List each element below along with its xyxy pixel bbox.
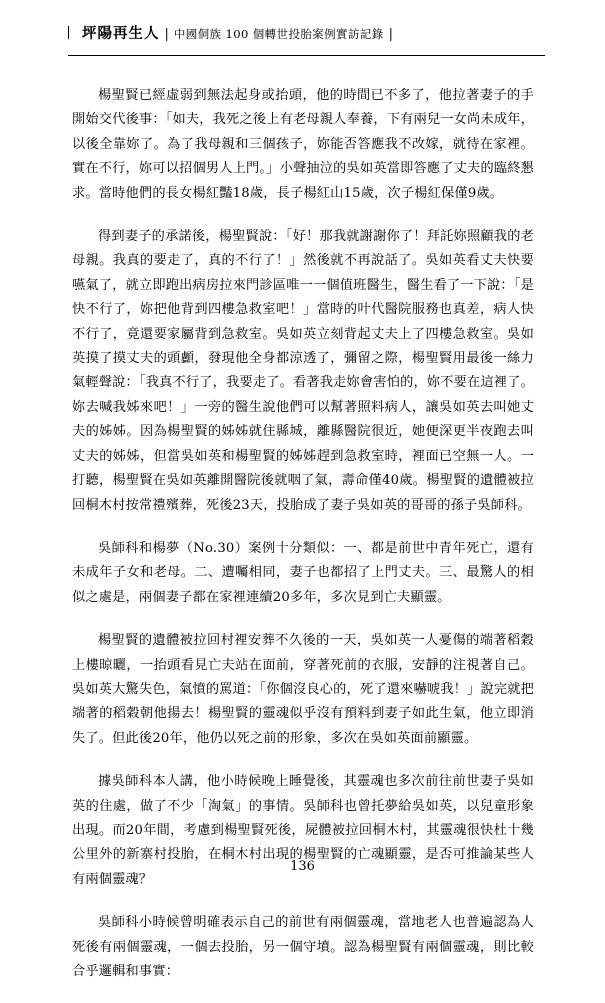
header-separator-left: |	[164, 27, 169, 42]
paragraph: 楊聖賢已經虛弱到無法起身或抬頭，他的時間已不多了，他拉著妻子的手開始交代後事：「如夫，我死之後上有老母親人奉養，下有兩兒一女尚未成年，以後全靠妳了。為了我母親和三個孩子，妳能否答應我不改嫁，就待在家裡。實在不行，妳可以招個男人上門。」小聲抽泣的吳如英當即答應了丈夫的臨終懇求。當時他們的長女楊紅豔18歲，長子楊紅山15歲，次子楊紅保僅9歲。	[72, 88, 534, 201]
page-number: 136	[290, 859, 315, 874]
paragraph: 吳師科小時候曾明確表示自己的前世有兩個靈魂，當地老人也普遍認為人死後有兩個靈魂，一個去投胎，另一個守墳。認為楊聖賢有兩個靈魂，則比較合乎邏輯和事實：	[72, 915, 534, 979]
paragraph: 得到妻子的承諾後，楊聖賢說：「好！那我就謝謝你了！拜託妳照顧我的老母親。我真的要走了，真的不行了！」然後就不再說話了。吳如英看丈夫快要嚥氣了，就立即跑出病房拉來門診區唯一一個值班醫生，醫生看了一下說：「是快不行了，妳把他背到四樓急救室吧！」當時的叶代醫院服務也真差，病人快不行了，竟還要家屬背到急救室。吳如英立刻背起丈夫上了四樓急救室。吳如英摸了摸丈夫的頭顱，發現他全身都涼透了，彌留之際，楊聖賢用最後一絲力氣輕聲說：「我真不行了，我要走了。看著我走妳會害怕的，妳不要在這裡了。妳去喊我姊來吧！」一旁的醫生說他們可以幫著照料病人，讓吳如英去叫她丈夫的姊姊。因為楊聖賢的姊姊就住縣城，離縣醫院很近，她便深更半夜跑去叫丈夫的姊姊，但當吳如英和楊聖賢的姊姊趕到急救室時，裡面已空無一人。一打聽，楊聖賢在吳如英離開醫院後就咽了氣，壽命僅40歲。楊聖賢的遺體被拉回桐木村按常禮殯葬，死後23天，投胎成了妻子吳如英的哥哥的孫子吳師科。	[72, 229, 534, 513]
header-separator-right: |	[388, 27, 394, 42]
book-title: 坪陽再生人	[82, 25, 160, 42]
page-header	[68, 22, 545, 56]
header-corner-mark	[68, 26, 78, 39]
paragraph: 吳師科和楊夢（No.30）案例十分類似：一、都是前世中青年死亡，還有未成年子女和老母。二、遭囑相同，妻子也都招了上門丈夫。三、最驚人的相似之處是，兩個妻子都在家裡連續20多年，多次見到亡夫顯靈。	[72, 540, 534, 605]
book-subtitle: 中國侗族 100 個轉世投胎案例實訪記錄	[173, 27, 384, 41]
paragraph: 據吳師科本人講，他小時候晚上睡覺後，其靈魂也多次前往前世妻子吳如英的住處，做了不少「淘氣」的事情。吳師科也曾托夢給吳如英，以兒童形象出現。而20年間，考慮到楊聖賢死後，屍體被拉回桐木村，其靈魂很快杜十幾公里外的新寨村投胎，在桐木村出現的楊聖賢的亡魂顯靈，是否可推論某些人有兩個靈魂？	[72, 774, 534, 887]
paragraph: 楊聖賢的遺體被拉回村裡安葬不久後的一天，吳如英一人憂傷的端著稻穀上樓晾曬，一抬頭看見亡夫站在面前，穿著死前的衣服，安靜的注視著自己。吳如英大驚失色，氣憤的罵道：「你個沒良心的，死了還來嚇唬我！」說完就把端著的稻穀朝他揚去！楊聖賢的靈魂似乎沒有預料到妻子如此生氣，他立即消失了。但此後20年，他仍以死之前的形象，多次在吳如英面前顯靈。	[72, 633, 534, 746]
